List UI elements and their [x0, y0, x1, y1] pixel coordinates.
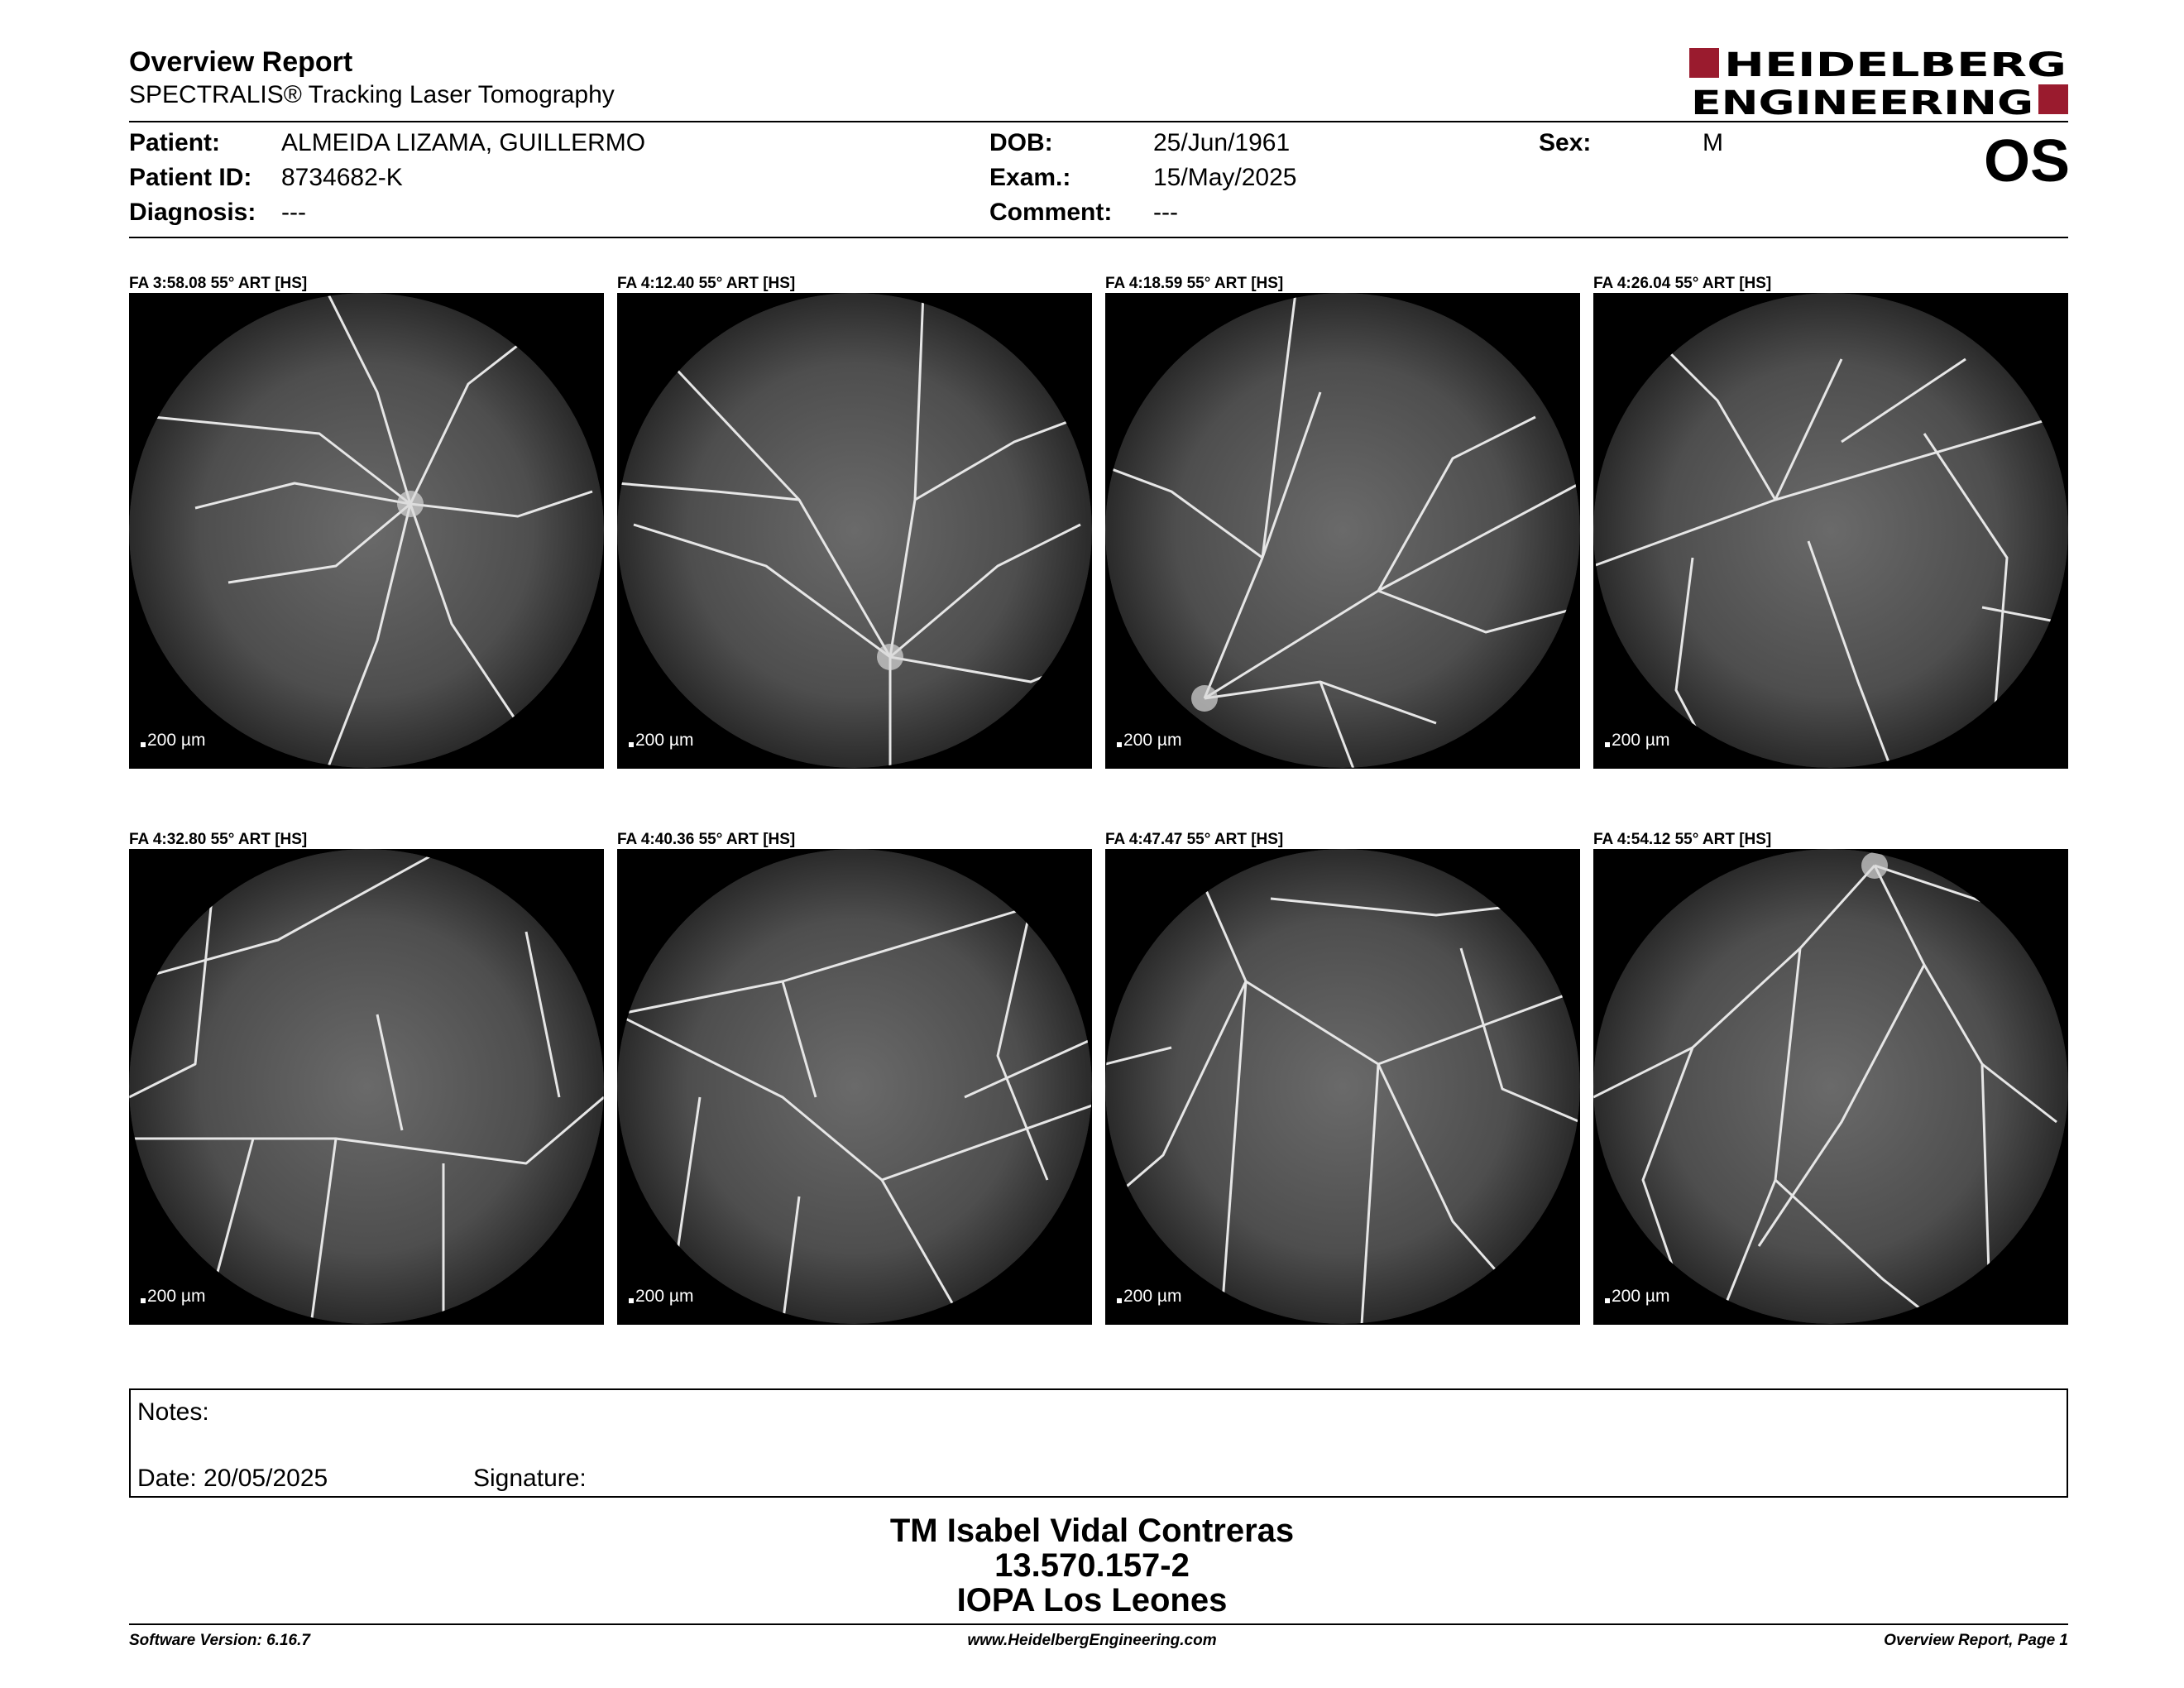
fundus-background: [129, 849, 604, 1324]
scale-bar: [1117, 731, 1181, 750]
fundus-background: [1593, 849, 2068, 1324]
signer-institution: IOPA Los Leones: [956, 1582, 1228, 1618]
patient-id-value: 8734682-K: [281, 164, 403, 191]
signer-name: TM Isabel Vidal Contreras: [889, 1513, 1295, 1549]
fa-image-caption: FA 4:54.12 55° ART [HS]: [1593, 831, 1772, 848]
heidelberg-engineering-logo: [1689, 46, 2070, 117]
scale-bar-icon: [1117, 742, 1122, 747]
fundus-background: [129, 293, 604, 768]
logo-square-top: [1689, 48, 1719, 78]
page-number: Overview Report, Page 1: [1884, 1632, 2068, 1649]
scale-bar: [629, 1287, 693, 1307]
optic-disc: [1191, 685, 1218, 712]
scale-bar-icon: [629, 1298, 634, 1303]
diagnosis-label: Diagnosis:: [129, 199, 256, 226]
fa-image-caption: FA 4:12.40 55° ART [HS]: [617, 275, 796, 292]
notes-box: [129, 1388, 2068, 1498]
sex-value: M: [1703, 129, 1723, 156]
comment-value: ---: [1153, 199, 1178, 226]
fundus-angiogram-image: [617, 293, 1092, 769]
sex-label: Sex:: [1539, 129, 1592, 156]
scale-bar-icon: [1117, 1298, 1122, 1303]
fa-image-caption: FA 4:47.47 55° ART [HS]: [1105, 831, 1284, 848]
fundus-angiogram-image: [129, 293, 604, 769]
scale-bar-label: 200 µm: [147, 731, 206, 750]
exam-label: Exam.:: [989, 164, 1071, 191]
scale-bar-icon: [141, 742, 146, 747]
footer-divider: [129, 1623, 2068, 1625]
exam-value: 15/May/2025: [1153, 164, 1297, 191]
notes-label: Notes:: [137, 1398, 209, 1426]
scale-bar-icon: [141, 1298, 146, 1303]
scale-bar: [1117, 1287, 1181, 1307]
comment-label: Comment:: [989, 199, 1113, 226]
scale-bar-label: 200 µm: [1612, 731, 1670, 750]
report-subtitle: SPECTRALIS® Tracking Laser Tomography: [129, 81, 615, 108]
fundus-background: [1105, 849, 1580, 1324]
fundus-angiogram-image: [1593, 293, 2068, 769]
scale-bar: [141, 731, 205, 750]
software-version: Software Version: 6.16.7: [129, 1632, 310, 1649]
scale-bar: [1605, 1287, 1669, 1307]
fundus-angiogram-image: [129, 849, 604, 1325]
fa-image-caption: FA 4:18.59 55° ART [HS]: [1105, 275, 1284, 292]
logo-square-bottom: [2038, 84, 2068, 114]
fa-image-caption: FA 3:58.08 55° ART [HS]: [129, 275, 308, 292]
scale-bar-label: 200 µm: [1612, 1287, 1670, 1306]
fundus-angiogram-image: [1593, 849, 2068, 1325]
signature-label: Signature:: [473, 1465, 587, 1492]
optic-disc: [397, 491, 424, 517]
fa-image-caption: FA 4:26.04 55° ART [HS]: [1593, 275, 1772, 292]
scale-bar-label: 200 µm: [147, 1287, 206, 1306]
fundus-angiogram-image: [1105, 293, 1580, 769]
scale-bar: [141, 1287, 205, 1307]
scale-bar-label: 200 µm: [635, 731, 694, 750]
scale-bar: [629, 731, 693, 750]
logo-text-line2: ENGINEERING: [1691, 84, 2033, 117]
optic-disc: [1861, 852, 1888, 879]
patient-info-divider: [129, 237, 2068, 238]
scale-bar-icon: [629, 742, 634, 747]
scale-bar-icon: [1605, 742, 1610, 747]
fa-image-caption: FA 4:32.80 55° ART [HS]: [129, 831, 308, 848]
report-title: Overview Report: [129, 46, 353, 78]
scale-bar: [1605, 731, 1669, 750]
fundus-angiogram-image: [617, 849, 1092, 1325]
scale-bar-icon: [1605, 1298, 1610, 1303]
fa-image-caption: FA 4:40.36 55° ART [HS]: [617, 831, 796, 848]
dob-value: 25/Jun/1961: [1153, 129, 1291, 156]
patient-label: Patient:: [129, 129, 221, 156]
dob-label: DOB:: [989, 129, 1053, 156]
scale-bar-label: 200 µm: [1123, 731, 1182, 750]
eye-laterality: OS: [1984, 128, 2071, 194]
diagnosis-value: ---: [281, 199, 306, 226]
scale-bar-label: 200 µm: [1123, 1287, 1182, 1306]
patient-id-label: Patient ID:: [129, 164, 252, 191]
optic-disc: [877, 644, 903, 670]
website-link[interactable]: www.HeidelbergEngineering.com: [967, 1632, 1217, 1649]
logo-text-line1: HEIDELBERG: [1724, 46, 2067, 84]
fundus-background: [1105, 293, 1580, 768]
scale-bar-label: 200 µm: [635, 1287, 694, 1306]
fundus-background: [617, 849, 1092, 1324]
fundus-background: [617, 293, 1092, 768]
header-divider: [129, 121, 2068, 122]
date-label: Date: 20/05/2025: [137, 1465, 328, 1492]
signer-rut: 13.570.157-2: [994, 1547, 1190, 1584]
patient-name: ALMEIDA LIZAMA, GUILLERMO: [281, 129, 646, 156]
fundus-angiogram-image: [1105, 849, 1580, 1325]
